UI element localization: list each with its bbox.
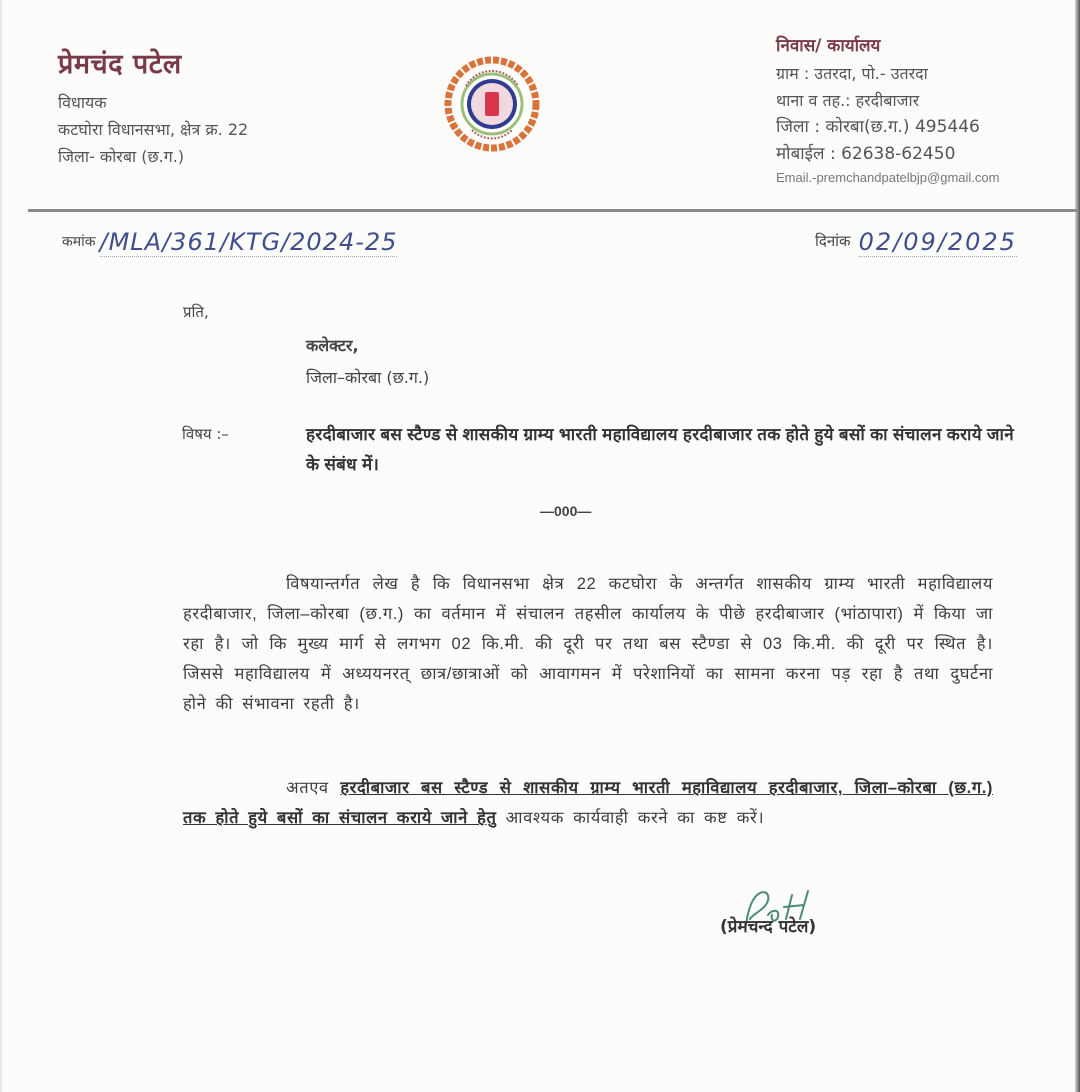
- office-police-tehsil: थाना व तह.: हरदीबाजार: [776, 91, 920, 110]
- date-label: दिनांक: [815, 232, 851, 250]
- paragraph-2-emphasis: हरदीबाजार बस स्टैण्ड से शासकीय ग्राम्य भारती महाविद्यालय हरदीबाजार, जिला–कोरबा (छ.ग.) तक होते हुये बसों का संचालन कराये जाने हेतु: [183, 779, 994, 827]
- sender-constituency: कटघोरा विधानसभा, क्षेत्र क्र. 22: [58, 120, 249, 139]
- office-title: निवास/ कार्यालय: [776, 36, 881, 56]
- sender-designation: विधायक: [58, 93, 107, 112]
- sender-district: जिला- कोरबा (छ.ग.): [58, 147, 185, 166]
- signatory-name: (प्रेमचन्द पटेल): [720, 917, 817, 937]
- subject-text: हरदीबाजार बस स्टैण्ड से शासकीय ग्राम्य भारती महाविद्यालय हरदीबाजार तक होते हुये बसों का संचालन कराये जाने के संबंध में।: [306, 425, 1014, 474]
- sender-name: प्रेमचंद पटेल: [58, 49, 182, 80]
- recipient-salutation: प्रति,: [183, 303, 209, 321]
- emblem-icon: [444, 56, 540, 152]
- page-edge-right: [1075, 0, 1080, 1092]
- letterhead-right: [776, 33, 999, 185]
- letterhead-left: [58, 44, 248, 170]
- reference-number: [62, 228, 397, 257]
- body-paragraph-2: [183, 773, 993, 833]
- letterhead-divider: [28, 209, 1078, 212]
- body-paragraph-1: विषयान्तर्गत लेख है कि विधानसभा क्षेत्र 22 कटघोरा के अन्तर्गत शासकीय ग्राम्य भारती महाविद्यालय हरदीबाजार, जिला–कोरबा (छ.ग.) का वर्तमान में संचालन तहसील कार्यालय के पीछे हरदीबाजार (भांठापारा) में किया जा रहा है। जो कि मुख्य मार्ग से लगभग 02 कि.मी. की दूरी पर तथा बस स्टैण्डा से 03 कि.मी. की दूरी पर स्थित है। जिससे महाविद्यालय में अध्ययनरत् छात्र/छात्राओं को आवागमन में परेशानियों का सामना करना पड़ रहा है तथा दुघर्टना होने की संभावना रहती है।: [183, 575, 993, 713]
- paragraph-2-prefix: अतएव: [286, 779, 329, 797]
- office-district-pin: जिला : कोरबा(छ.ग.) 495446: [776, 117, 980, 137]
- letter-date: [815, 228, 1017, 257]
- office-village: ग्राम : उतरदा, पो.- उतरदा: [776, 64, 928, 83]
- recipient-district: जिला–कोरबा (छ.ग.): [306, 368, 430, 387]
- recipient-address: [306, 330, 429, 394]
- emblem-lion-capital-icon: [485, 92, 499, 116]
- recipient-title: कलेक्टर,: [306, 336, 359, 355]
- paragraph-2-suffix: आवश्यक कार्यवाही करने का कष्ट करें।: [505, 809, 765, 827]
- office-email[interactable]: Email.-premchandpatelbjp@gmail.com: [776, 170, 1000, 185]
- reference-value: /MLA/361/KTG/2024-25: [99, 228, 398, 256]
- date-value: 02/09/2025: [858, 228, 1017, 256]
- subject-label: विषय :–: [182, 425, 229, 443]
- page-edge-left: [0, 0, 2, 1092]
- reference-label: कमांक: [62, 234, 96, 250]
- office-mobile: मोबाईल : 62638-62450: [776, 144, 956, 164]
- section-divider: —000—: [540, 503, 592, 519]
